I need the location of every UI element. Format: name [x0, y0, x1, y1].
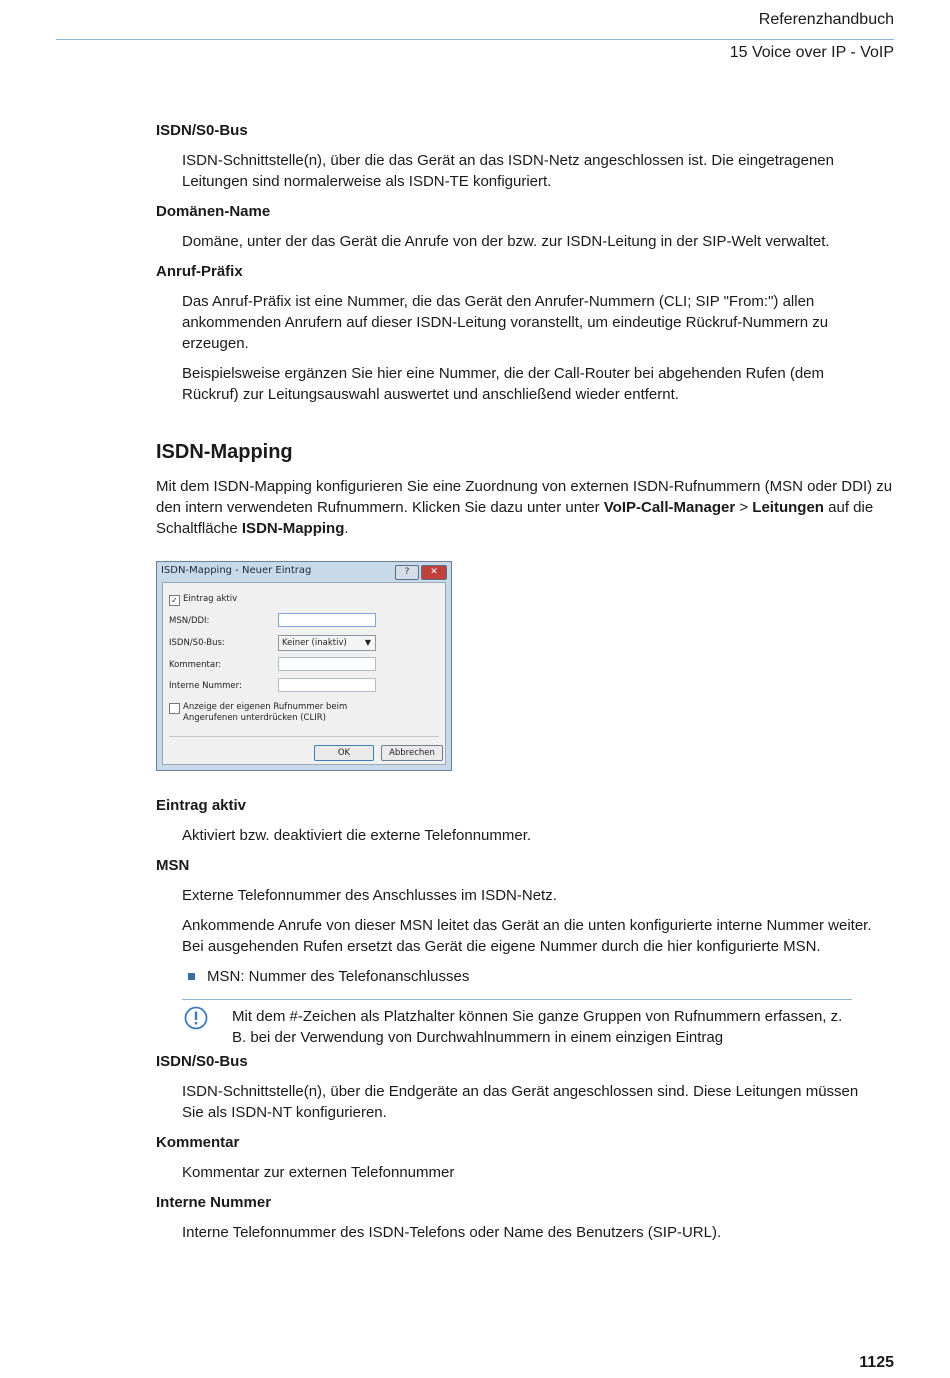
term-interne-nummer: Interne Nummer: [156, 1194, 272, 1211]
isdn-s0-bus-label: ISDN/S0-Bus:: [169, 638, 225, 648]
header-rule: [56, 39, 894, 40]
dialog-help-button[interactable]: ?: [395, 565, 419, 580]
dialog-screenshot: [156, 561, 452, 771]
bullet-square-icon: [188, 973, 195, 980]
intro-bold-isdn-mapping: ISDN-Mapping: [241, 520, 345, 537]
desc-msn-2: Ankommende Anrufe von dieser MSN leitet das Gerät an die unten konfigurierte interne Nummer weiter. Bei ausgehenden Rufen ersetzt das Gerät die eigene Nummer durch die hier konfigurierte MSN.: [182, 917, 872, 955]
intro-bold-leitungen: Leitungen: [752, 499, 824, 516]
desc-anruf-praefix-1: Das Anruf-Präfix ist eine Nummer, die das Gerät den Anrufer-Nummern (CLI; SIP "From:") allen ankommenden Anrufern auf dieser ISDN-Leitung voranstellt, um eindeutige Rückruf-Nummern zu erzeugen.: [182, 293, 829, 352]
term-eintrag-aktiv: Eintrag aktiv: [156, 797, 247, 814]
term-msn: MSN: [156, 857, 190, 874]
clir-label-line-1: Anzeige der eigenen Rufnummer beim: [183, 702, 348, 712]
desc-interne-nummer: Interne Telefonnummer des ISDN-Telefons oder Name des Benutzers (SIP-URL).: [182, 1224, 722, 1241]
note-text: Mit dem #-Zeichen als Platzhalter können Sie ganze Gruppen von Rufnummern erfassen, z. B. bei der Verwendung von Durchwahlnummern in einem einzigen Eintrag: [232, 1008, 843, 1046]
list-item: [182, 966, 896, 987]
msn-ddi-input[interactable]: [278, 613, 376, 627]
section-heading: ISDN-Mapping: [156, 441, 293, 463]
intro-bold-voip-call-manager: VoIP-Call-Manager: [603, 499, 736, 516]
dialog-title: ISDN-Mapping - Neuer Eintrag: [161, 565, 312, 576]
section-intro: [156, 476, 896, 539]
checkbox-clir-label: [183, 702, 347, 724]
intro-text-3: auf die Schaltfläche: [156, 499, 874, 537]
intro-text-2: >: [735, 499, 753, 516]
desc-isdn-s0-bus-top: ISDN-Schnittstelle(n), über die das Gerät an das ISDN-Netz angeschlossen ist. Die eingetragenen Leitungen sind normalerweise als ISDN-TE konfiguriert.: [182, 152, 834, 190]
header-chapter: 15 Voice over IP - VoIP: [729, 44, 894, 61]
note-box: [182, 999, 852, 1048]
checkbox-clir[interactable]: [169, 703, 180, 714]
checkbox-eintrag-aktiv[interactable]: ✓: [169, 595, 180, 606]
term-domaenen-name: Domänen-Name: [156, 203, 271, 220]
exclamation-icon: [184, 1006, 208, 1030]
page-content: [156, 120, 896, 1252]
kommentar-input[interactable]: [278, 657, 376, 671]
desc-eintrag-aktiv: Aktiviert bzw. deaktiviert die externe Telefonnummer.: [182, 827, 532, 844]
dialog-close-button[interactable]: ✕: [421, 565, 447, 580]
bullet-text: MSN: Nummer des Telefonanschlusses: [207, 968, 470, 985]
page-number: 1125: [859, 1354, 894, 1371]
desc-isdn-s0-bus: ISDN-Schnittstelle(n), über die Endgeräte an das Gerät angeschlossen sind. Diese Leitungen müssen Sie als ISDN-NT konfigurieren.: [182, 1083, 859, 1121]
term-isdn-s0-bus-top: ISDN/S0-Bus: [156, 122, 248, 139]
checkbox-eintrag-aktiv-label: Eintrag aktiv: [183, 594, 238, 604]
clir-label-line-2: Angerufenen unterdrücken (CLIR): [183, 713, 326, 723]
term-anruf-praefix: Anruf-Präfix: [156, 263, 243, 280]
intro-text-4: .: [344, 520, 349, 537]
desc-kommentar: Kommentar zur externen Telefonnummer: [182, 1164, 455, 1181]
interne-nummer-input[interactable]: [278, 678, 376, 692]
term-kommentar: Kommentar: [156, 1134, 240, 1151]
desc-msn-1: Externe Telefonnummer des Anschlusses im ISDN-Netz.: [182, 887, 557, 904]
cancel-button[interactable]: Abbrechen: [381, 745, 443, 761]
dialog-separator: [169, 736, 439, 737]
msn-ddi-label: MSN/DDI:: [169, 616, 210, 626]
isdn-s0-bus-select[interactable]: [278, 635, 376, 651]
term-isdn-s0-bus: ISDN/S0-Bus: [156, 1053, 248, 1070]
desc-anruf-praefix-2: Beispielsweise ergänzen Sie hier eine Nummer, die der Call-Router bei abgehenden Rufen (dem Rückruf) zur Leitungsauswahl auswertet und anschließend wieder entfernt.: [182, 365, 825, 403]
header-title: Referenzhandbuch: [758, 11, 894, 28]
desc-domaenen-name: Domäne, unter der das Gerät die Anrufe von der bzw. zur ISDN-Leitung in der SIP-Welt verwaltet.: [182, 233, 830, 250]
ok-button[interactable]: OK: [314, 745, 374, 761]
kommentar-label: Kommentar:: [169, 660, 222, 670]
interne-nummer-label: Interne Nummer:: [169, 681, 242, 691]
dialog-body: [162, 582, 446, 765]
isdn-s0-bus-value: Keiner (inaktiv): [282, 638, 347, 648]
intro-text-1: Mit dem ISDN-Mapping konfigurieren Sie eine Zuordnung von externen ISDN-Rufnummern (MSN oder DDI) zu den intern verwendeten Rufnummern. Klicken Sie dazu unter unter: [156, 478, 893, 516]
chevron-down-icon: ▼: [364, 638, 371, 647]
